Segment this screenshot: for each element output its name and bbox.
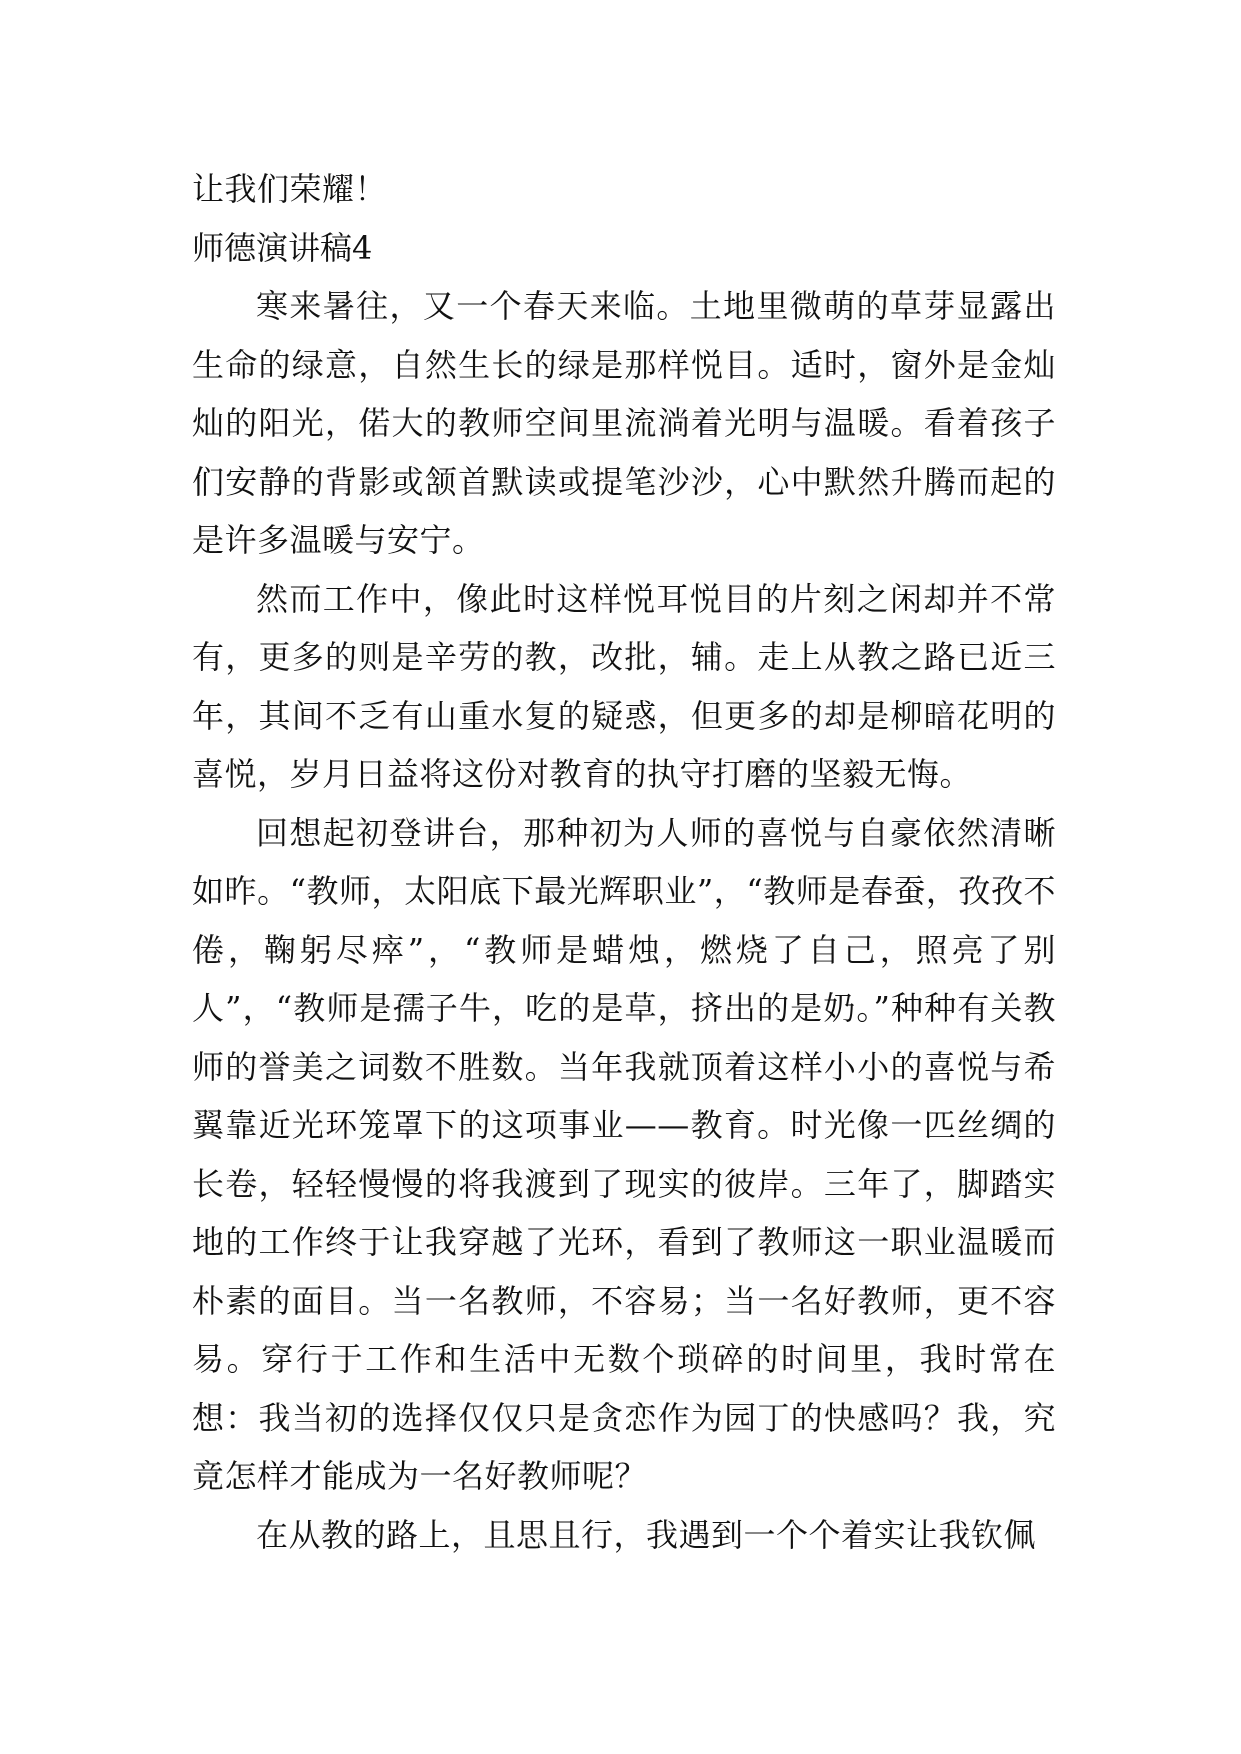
intro-line: 让我们荣耀！ [192,170,388,208]
paragraph-2: 然而工作中，像此时这样悦耳悦目的片刻之闲却并不常有，更多的则是辛劳的教，改批，辅。走上从教之路已近三年，其间不乏有山重水复的疑惑，但更多的却是柳暗花明的喜悦，岁月日益将这份对教育的执守打磨的坚毅无悔。 [192,579,1056,793]
document-body [192,160,1056,1564]
paragraph-3: 回想起初登讲台，那种初为人师的喜悦与自豪依然清晰如昨。“教师，太阳底下最光辉职业”，“教师是春蚕，孜孜不倦，鞠躬尽瘁”，“教师是蜡烛，燃烧了自己，照亮了别人”，“教师是孺子牛，吃的是草，挤出的是奶。”种种有关教师的誉美之词数不胜数。当年我就顶着这样小小的喜悦与希翼靠近光环笼罩下的这项事业——教育。时光像一匹丝绸的长卷，轻轻慢慢的将我渡到了现实的彼岸。三年了，脚踏实地的工作终于让我穿越了光环，看到了教师这一职业温暖而朴素的面目。当一名教师，不容易；当一名好教师，更不容易。穿行于工作和生活中无数个琐碎的时间里，我时常在想：我当初的选择仅仅只是贪恋作为园丁的快感吗？我，究竟怎样才能成为一名好教师呢？ [192,813,1056,1495]
paragraph-1: 寒来暑往，又一个春天来临。土地里微萌的草芽显露出生命的绿意，自然生长的绿是那样悦目。适时，窗外是金灿灿的阳光，偌大的教师空间里流淌着光明与温暖。看着孩子们安静的背影或颔首默读或提笔沙沙，心中默然升腾而起的是许多温暖与安宁。 [192,287,1056,559]
speech-heading: 师德演讲稿4 [192,228,373,267]
paragraph-4: 在从教的路上，且思且行，我遇到一个个着实让我钦佩 [256,1515,1037,1554]
